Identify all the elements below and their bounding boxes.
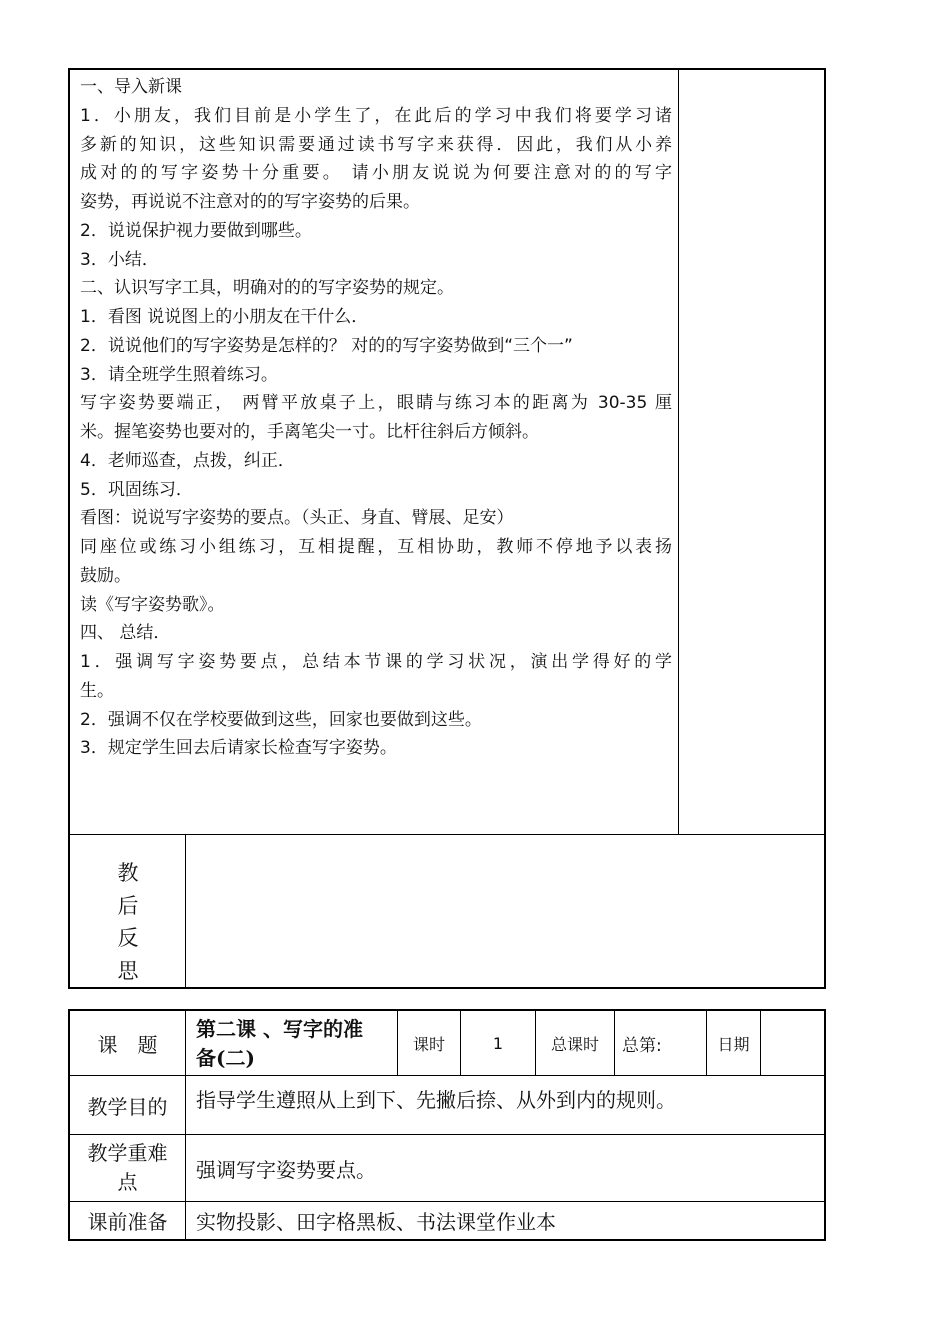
date-value-cell — [761, 1011, 824, 1076]
process-line: 读《写字姿势歌》。 — [80, 594, 225, 615]
process-line: 4．老师巡查，点拨，纠正． — [80, 450, 295, 471]
hours-value-cell — [461, 1011, 536, 1076]
process-line: 3．请全班学生照着练习。 — [80, 364, 278, 385]
topic-title-line: 备(二) — [196, 1046, 255, 1070]
preparation-label-cell — [70, 1202, 186, 1239]
total-no-label: 总第: — [622, 1035, 662, 1056]
reflection-content-cell — [186, 835, 824, 987]
key-points-label-cell — [70, 1135, 186, 1202]
topic-title-cell — [186, 1011, 398, 1076]
hours-value: 1 — [492, 1033, 504, 1053]
process-line: 成对的的写字姿势十分重要。 请小朋友说说为何要注意对的的写字 — [80, 163, 672, 184]
preparation-value-cell — [186, 1202, 824, 1239]
lesson-header-table — [68, 1009, 826, 1241]
topic-title-line: 第二课 、写字的准 — [196, 1017, 363, 1041]
key-points-value-cell — [186, 1135, 824, 1202]
lesson-process-cell — [70, 70, 679, 835]
process-line: 同座位或练习小组练习，互相提醒，互相协助，教师不停地予以表扬 — [80, 537, 672, 557]
total-hours-label-cell — [536, 1011, 615, 1076]
process-line: 3．规定学生回去后请家长检查写字姿势。 — [80, 738, 397, 759]
process-line: 一、导入新课 — [80, 77, 182, 97]
reflection-label-char: 后 — [117, 893, 139, 918]
reflection-label-char: 教 — [117, 861, 139, 885]
process-line: 1．小朋友，我们目前是小学生了，在此后的学习中我们将要学习诸 — [80, 105, 672, 126]
preparation-value: 实物投影、田字格黑板、书法课堂作业本 — [196, 1210, 556, 1234]
date-label-cell — [707, 1011, 761, 1076]
process-line: 四、 总结． — [80, 623, 171, 644]
process-line: 1．强调写字姿势要点，总结本节课的学习状况，演出学得好的学 — [80, 652, 672, 672]
key-points-label: 点 — [117, 1170, 138, 1194]
process-line: 米。握笔姿势也要对的，手离笔尖一寸。比杆往斜后方倾斜。 — [80, 422, 539, 442]
process-line: 写字姿势要端正， 两臂平放桌子上，眼睛与练习本的距离为 30-35 厘 — [80, 393, 672, 414]
topic-label-cell — [70, 1011, 186, 1076]
process-line: 3．小结． — [80, 249, 159, 270]
objective-value: 指导学生遵照从上到下、先撇后捺、从外到内的规则。 — [196, 1088, 676, 1112]
total-no-cell — [615, 1011, 707, 1076]
reflection-label — [70, 857, 186, 987]
process-line: 2．说说他们的写字姿势是怎样的？ 对的的写字姿势做到“三个一” — [80, 335, 573, 356]
process-line: 多新的知识，这些知识需要通过读书写字来获得．因此，我们从小养 — [80, 134, 672, 155]
process-line: 二、认识写字工具，明确对的的写字姿势的规定。 — [80, 278, 454, 299]
date-label: 日期 — [717, 1034, 750, 1054]
process-line: 5．巩固练习． — [80, 479, 193, 500]
objective-value-cell — [186, 1076, 824, 1135]
process-line: 生。 — [80, 680, 114, 701]
reflection-label-char: 反 — [117, 926, 139, 950]
reflection-label-char: 思 — [117, 958, 139, 983]
objective-label: 教学目的 — [87, 1094, 168, 1119]
hours-label-cell — [398, 1011, 461, 1076]
process-line: 2．说说保护视力要做到哪些。 — [80, 220, 312, 241]
topic-label: 课 题 — [97, 1032, 158, 1057]
process-line: 1．看图 说说图上的小朋友在干什么． — [80, 307, 369, 327]
total-hours-label: 总课时 — [550, 1034, 599, 1054]
hours-label: 课时 — [412, 1034, 445, 1054]
key-points-value: 强调写字姿势要点。 — [196, 1157, 376, 1182]
preparation-label: 课前准备 — [87, 1210, 168, 1234]
process-line: 姿势，再说说不注意对的的写字姿势的后果。 — [80, 192, 420, 212]
objective-label-cell — [70, 1076, 186, 1135]
notes-cell — [679, 70, 824, 835]
process-line: 鼓励。 — [80, 565, 131, 586]
process-line: 看图：说说写字姿势的要点。（头正、身直、臂展、足安） — [80, 508, 514, 529]
reflection-label-cell — [70, 835, 186, 987]
lesson-process-table — [68, 68, 826, 989]
key-points-label: 教学重难 — [87, 1141, 168, 1165]
process-line: 2．强调不仅在学校要做到这些，回家也要做到这些。 — [80, 709, 482, 730]
lesson-process-lines — [80, 73, 672, 763]
